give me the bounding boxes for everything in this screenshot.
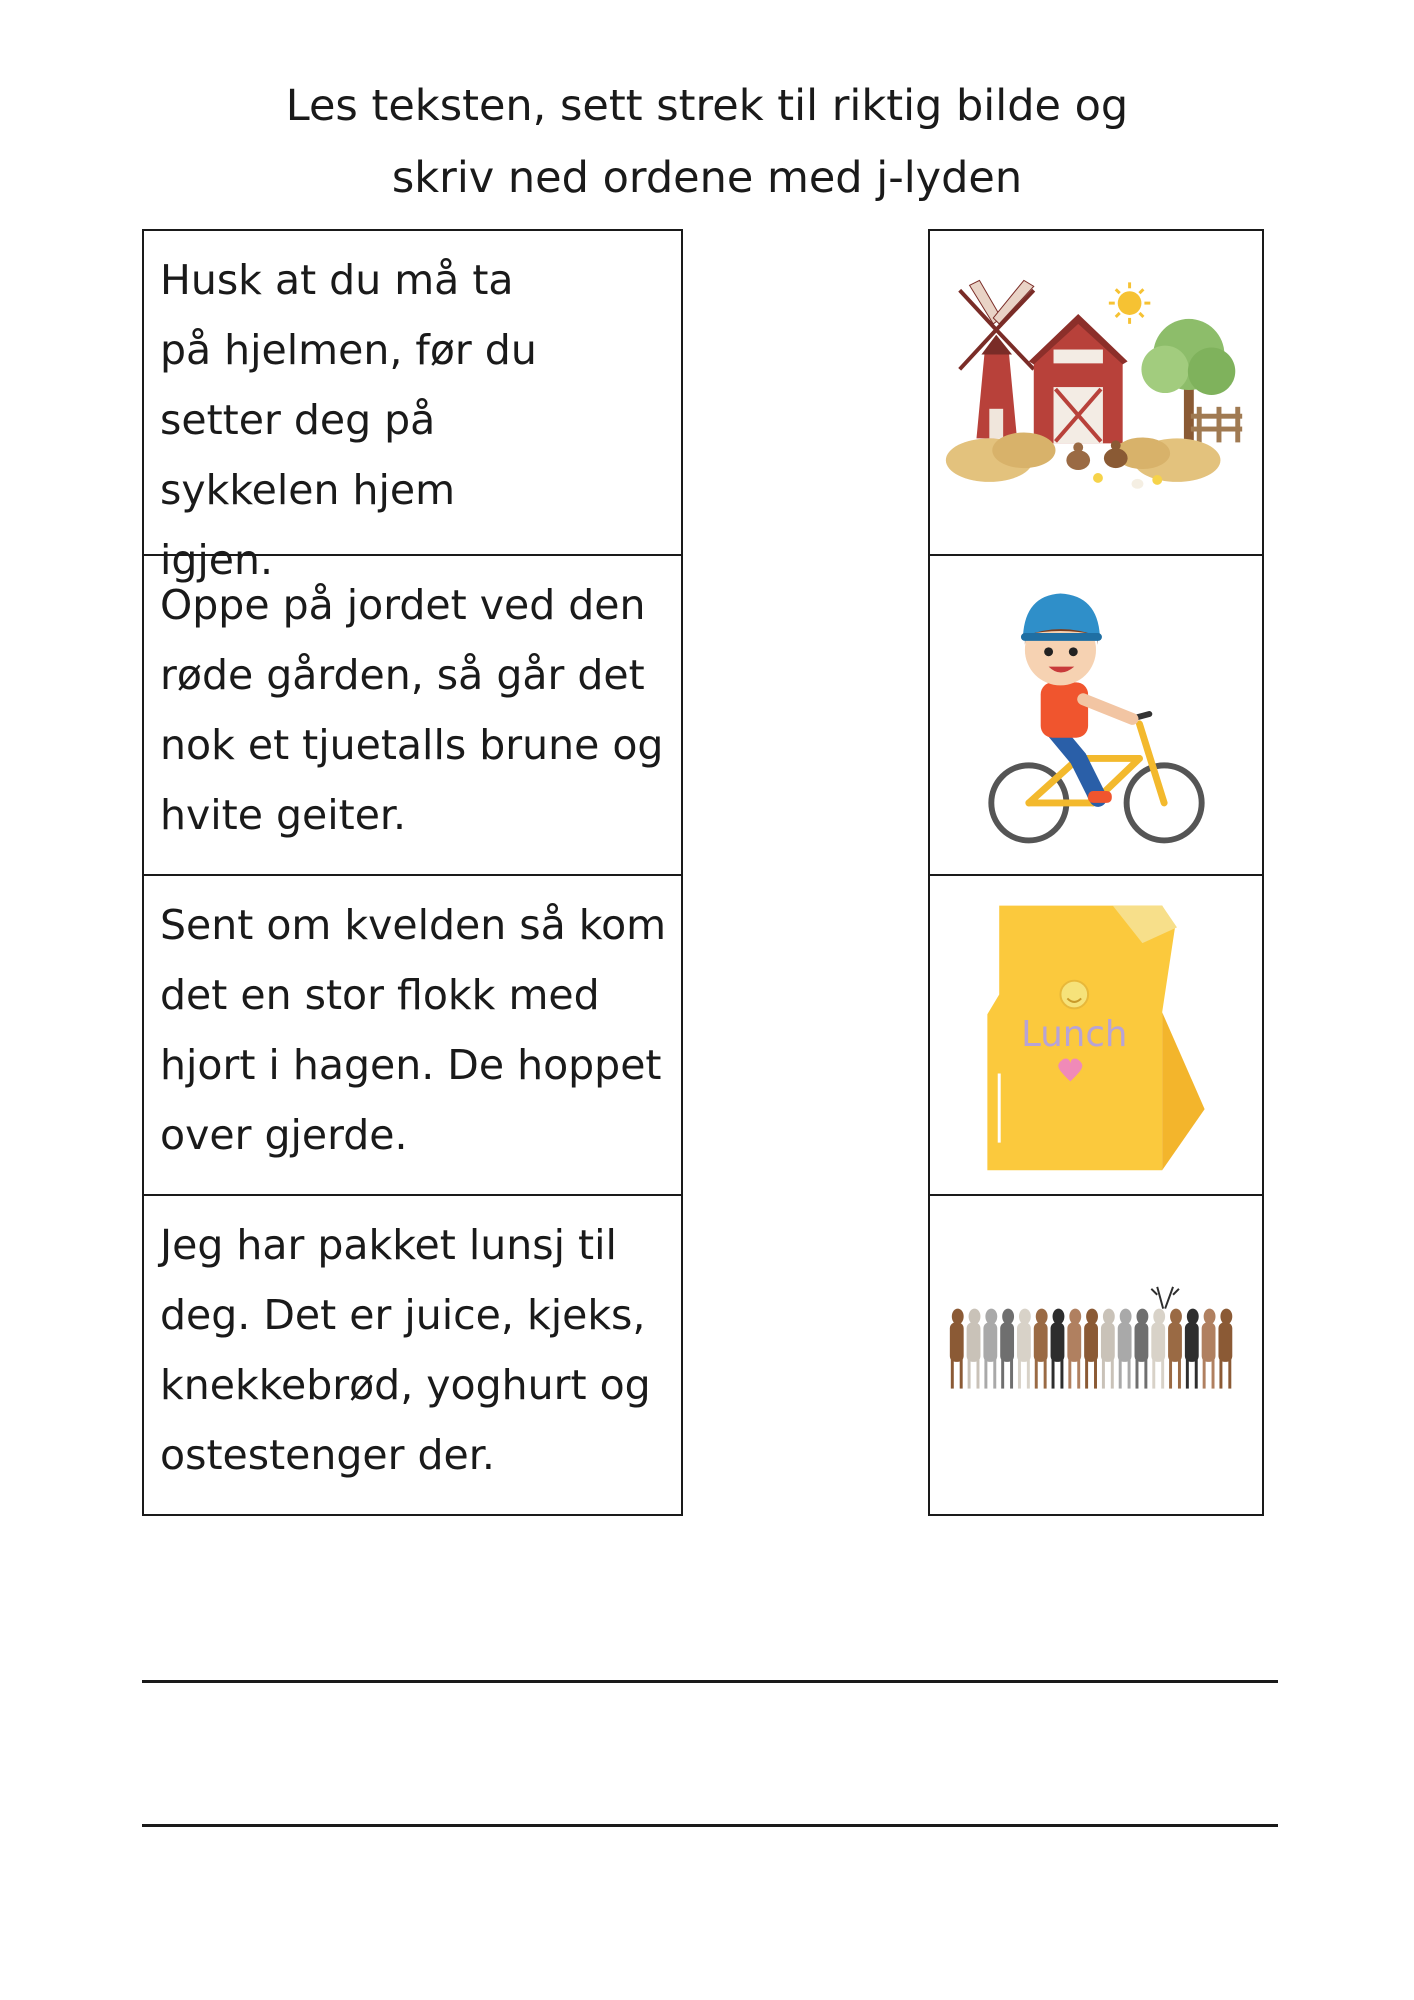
text-box-content: Husk at du må ta på hjelmen, før du setter deg på sykkelen hjem igjen. — [160, 256, 537, 584]
text-box-helmet[interactable] — [142, 229, 683, 584]
text-box-deer[interactable] — [142, 874, 683, 1196]
picture-box-farm[interactable] — [928, 229, 1264, 556]
lunch-bag-label: Lunch — [1021, 1013, 1128, 1055]
worksheet-title — [0, 70, 1414, 214]
text-column — [142, 229, 683, 1516]
text-box-content: Jeg har pakket lunsj til deg. Det er juice, kjeks, knekkebrød, yoghurt og ostestenger der. — [160, 1221, 651, 1479]
picture-box-bicycle[interactable] — [928, 554, 1264, 876]
text-box-content: Sent om kvelden så kom det en stor flokk med hjort i hagen. De hoppet over gjerde. — [160, 901, 667, 1159]
picture-box-deer[interactable] — [928, 1194, 1264, 1516]
boy-on-bicycle-icon — [930, 556, 1262, 874]
text-box-farm[interactable] — [142, 554, 683, 876]
text-box-content: Oppe på jordet ved den røde gården, så går det nok et tjuetalls brune og hvite geiter. — [160, 581, 664, 839]
lunch-bag-icon — [930, 876, 1262, 1194]
farm-barn-icon — [930, 231, 1262, 554]
picture-column — [928, 229, 1264, 1516]
answer-line-1[interactable] — [142, 1680, 1278, 1683]
title-line-1: Les teksten, sett strek til riktig bilde og — [285, 81, 1129, 131]
title-line-2: skriv ned ordene med j-lyden — [391, 153, 1023, 203]
answer-line-2[interactable] — [142, 1824, 1278, 1827]
picture-box-lunch[interactable] — [928, 874, 1264, 1196]
text-box-lunch[interactable] — [142, 1194, 683, 1516]
deer-herd-icon — [930, 1196, 1262, 1514]
